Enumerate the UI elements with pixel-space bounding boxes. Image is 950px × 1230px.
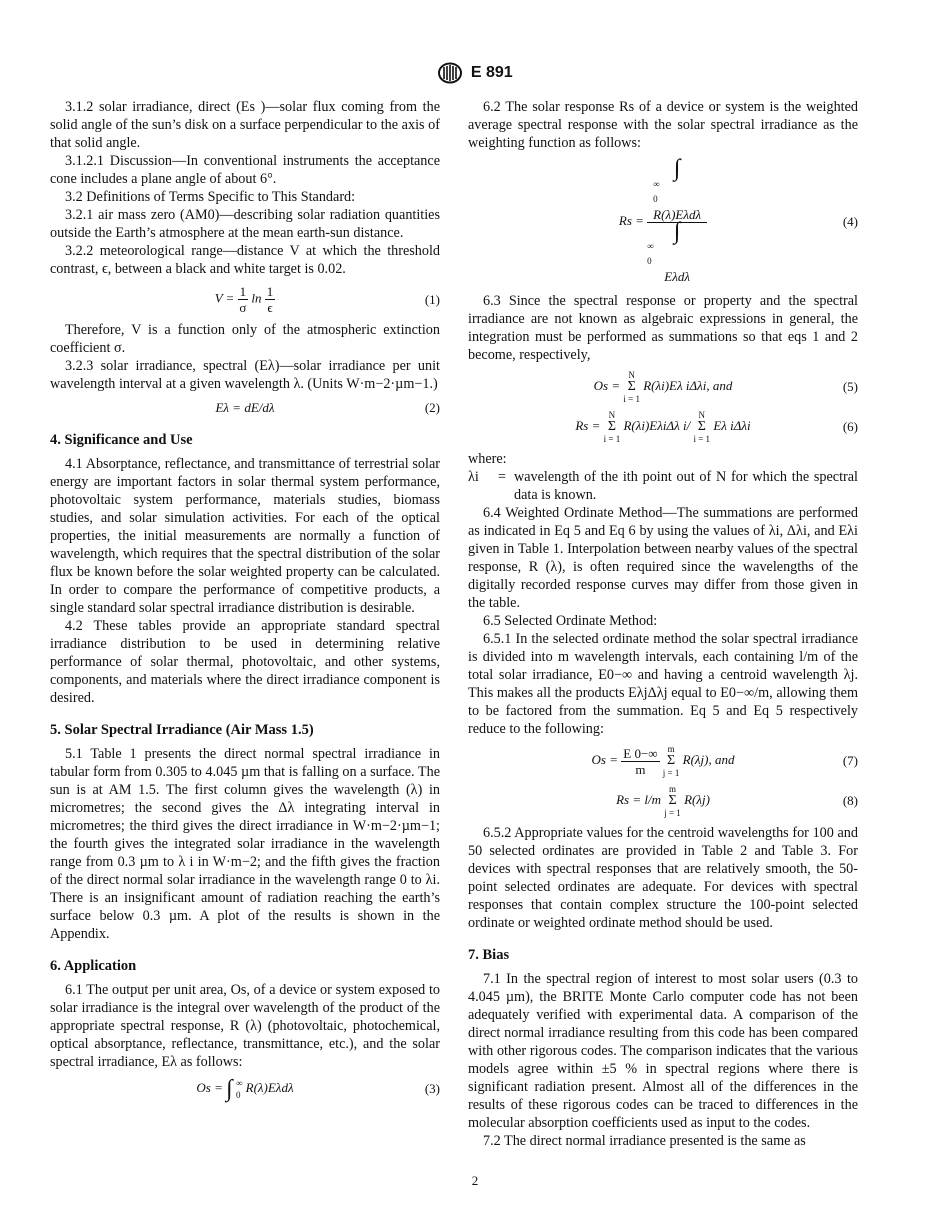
paragraph-5-1: 5.1 Table 1 presents the direct normal spectral irradiance in tabular form from 0.305 to 4.045 µm that is falling on a surface. The sun is at AM 1.5. The first column gives the wavelength (λ) in micrometres; the second gives the Δλ integrating interval in micrometres; the third gives the direct irradiance in W·m−2·µm−1; the fourth gives the integrated solar irradiance in the wavelength range from 0.3 µm to λ i in W·m−2; and the fifth gives the fraction of the direct normal solar irradiance in the wavelength range 0 to λi. There is an insignificant amount of radiation reaching the earth’s surface below 0.3 µm. A plot of the results is shown in the Appendix. <box>50 746 440 942</box>
document-number: E 891 <box>470 64 513 81</box>
section-heading-6: 6. Application <box>50 958 137 974</box>
section-heading-5: 5. Solar Spectral Irradiance (Air Mass 1.5) <box>50 722 314 738</box>
equation-3: Os = ∫ ∞ 0 R(λ)Eλdλ (3) <box>196 1076 440 1102</box>
section-heading-4: 4. Significance and Use <box>50 432 193 448</box>
paragraph-6-3: 6.3 Since the spectral response or property and the spectral irradiance are not known as algebraic expressions in general, the integration must be performed as summations so that eqs 1 and 2 become, respectively, <box>468 293 858 364</box>
definition-lambda-i: λi = wavelength of the ith point out of N for which the spectral data is known. <box>468 469 858 504</box>
section-heading-7: 7. Bias <box>468 947 510 964</box>
paragraph-3-2-2: 3.2.2 meteorological range—distance V at which the threshold contrast, ϵ, between a black and white target is 0.02. <box>50 243 440 277</box>
paragraph-3-1-2-1: 3.1.2.1 Discussion—In conventional instruments the acceptance cone includes a plane angle of about 6°. <box>50 153 440 187</box>
paragraph-6-5-2: 6.5.2 Appropriate values for the centroid wavelengths for 100 and 50 selected ordinates are provided in Table 2 and Table 3. For devices with spectral responses that are relatively smooth, the 50-point selected ordinates are adequate. For devices with spectral responses that contain complex structure the 100-point selected ordinate or weighted ordinate method should be used. <box>468 825 858 932</box>
paragraph-6-1: 6.1 The output per unit area, Os, of a device or system exposed to solar irradiance is the integral over wavelength of the product of the appropriate spectral response, R (λ) (photovoltaic, photochemical, optical absorptance, reflectance, transmittance, etc.), and the solar spectral irradiance, Eλ as follows: <box>50 982 440 1070</box>
equation-2: Eλ = dE/dλ (2) <box>215 400 440 415</box>
equation-5: Os = N Σ i = 1 R(λi)Eλ iΔλi, and (5) <box>593 370 858 405</box>
right-column <box>468 98 858 1150</box>
page-number: 2 <box>471 1173 479 1188</box>
paragraph-3-2: 3.2 Definitions of Terms Specific to This Standard: <box>65 189 356 205</box>
paragraph-7-2: 7.2 The direct normal irradiance presented is the same as <box>483 1133 806 1150</box>
paragraph-6-4: 6.4 Weighted Ordinate Method—The summations are performed as indicated in Eq 5 and Eq 6 by using the values of λi, Δλi, and Eλi given in Table 1. Interpolation between nearby values of the spectral response, R (λ), is often required since the wavelengths of the digitally recorded response curves may differ from those given in the table. <box>468 505 858 612</box>
paragraph-4-1: 4.1 Absorptance, reflectance, and transmittance of terrestrial solar energy are important factors in solar thermal system performance, photovoltaic system performance, materials studies, biomass studies, and solar simulation activities. For each of the optical properties, the initial measurements are normally a function of wavelength, which requires that the spectral distribution of the solar flux be known before the solar weighted property can be calculated. In order to compare the performance of competitive products, a single standard solar spectral irradiance distribution is desirable. <box>50 456 440 616</box>
paragraph-7-1: 7.1 In the spectral region of interest to most solar users (0.3 to 4.045 µm), the BRITE Monte Carlo computer code has not been adequately verified with experimental data. A comparison of the direct normal irradiance resulting from this code has been compared with other rigorous codes. The comparison indicates that the various models agree within ±5 % in spectral regions where there is significant radiation present. Almost all of the differences in the results of these rigorous codes can be traced to differences in the molecular absorption coefficients used as input to the codes. <box>468 971 858 1132</box>
equation-4: Rs = ∫ ∞ 0 R(λ)Eλdλ ∫ ∞ 0 Eλdλ (4) <box>618 155 858 285</box>
paragraph-therefore: Therefore, V is a function only of the atmospheric extinction coefficient σ. <box>50 322 440 356</box>
paragraph-6-5-1: 6.5.1 In the selected ordinate method the solar spectral irradiance is divided into m wavelength intervals, each containing l/m of the total solar irradiance, E0−∞ and having a centroid wavelength λj. This makes all the products EλjΔλj equal to E0−∞/m, allowing them to be factored from the summation. Eq 5 and Eq 5 respectively reduce to the following: <box>468 631 858 738</box>
paragraph-3-2-3: 3.2.3 solar irradiance, spectral (Eλ)—solar irradiance per unit wavelength interval at a given wavelength λ. (Units W·m−2·µm−1.) <box>50 358 440 392</box>
equation-1: V = $\frac{1}{\sigma}$ ln $\frac{1}{\epsilon}$ (1) <box>214 284 440 315</box>
paragraph-4-2: 4.2 These tables provide an appropriate standard spectral irradiance distribution to be used in determining relative performance of solar thermal, photovoltaic, and other systems, components, and materials where the direct irradiance component is desired. <box>50 618 440 706</box>
equation-8: Rs = l/m m Σ j = 1 R(λj) (8) <box>616 784 858 819</box>
paragraph-3-2-1: 3.2.1 air mass zero (AM0)—describing solar radiation quantities outside the Earth’s atmosphere at the mean earth-sun distance. <box>50 207 440 241</box>
page-header <box>0 62 950 84</box>
paragraph-6-5: 6.5 Selected Ordinate Method: <box>483 613 658 630</box>
astm-logo-icon <box>437 62 463 84</box>
equation-7: Os = $\frac{E 0-\infty}{m}$ m Σ j = 1 R(λj), and (7) <box>591 744 858 779</box>
equation-6: Rs = N Σ i = 1 R(λi)EλiΔλ i/ N Σ i = 1 Eλ iΔλi (6) <box>575 410 858 445</box>
left-column <box>50 98 440 1107</box>
where-label: where: <box>468 451 507 468</box>
paragraph-6-2: 6.2 The solar response Rs of a device or system is the weighted average spectral response with the solar spectral irradiance as the weighting function as follows: <box>468 99 858 151</box>
paragraph-3-1-2: 3.1.2 solar irradiance, direct (Es )—solar flux coming from the solid angle of the sun’s disk on a surface perpendicular to the axis of that solid angle. <box>50 99 440 151</box>
